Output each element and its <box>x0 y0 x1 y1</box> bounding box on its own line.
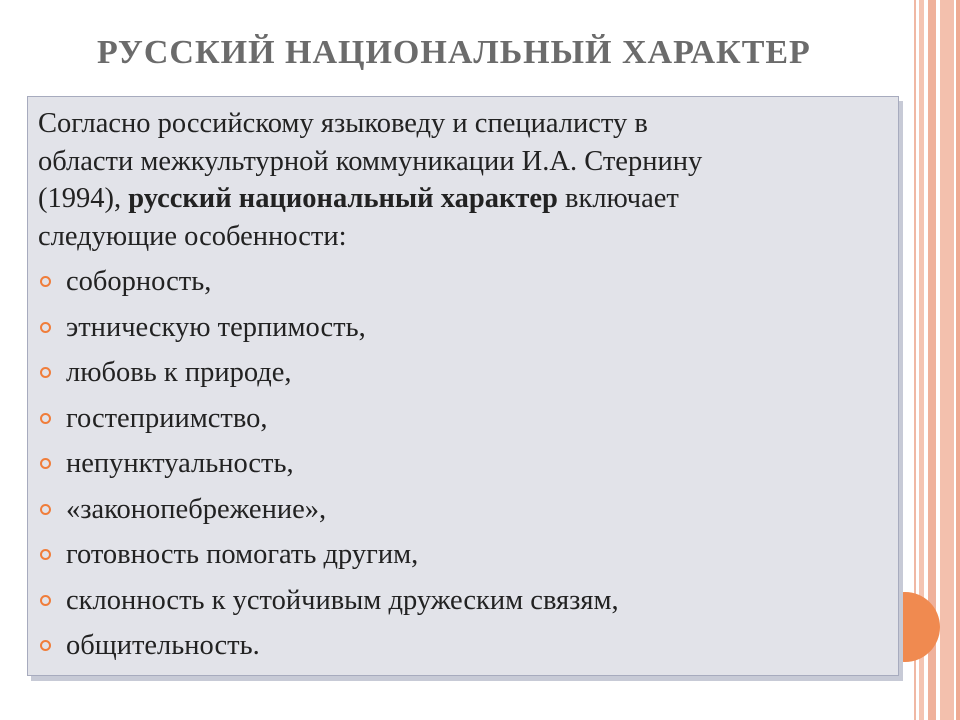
bullet-icon <box>40 549 51 560</box>
list-item <box>38 578 888 624</box>
list-item-text: гостеприимство, <box>66 402 268 434</box>
intro-line-2: области межкультурной коммуникации И.А. Стернину <box>38 145 703 177</box>
list-item <box>38 305 888 351</box>
list-item-text: соборность, <box>66 266 212 297</box>
bullet-icon <box>40 276 51 287</box>
list-item-text: склонность к устойчивым дружеским связям, <box>66 584 619 616</box>
list-item-text: этническую терпимость, <box>66 311 366 343</box>
content-box <box>27 96 899 676</box>
list-item-text: «законопебрежение», <box>66 493 327 525</box>
bullet-icon <box>40 640 51 651</box>
list-item-text: непунктуальность, <box>66 448 294 479</box>
bullet-icon <box>40 504 51 515</box>
intro-line-3-end: включает <box>557 183 679 214</box>
list-item <box>38 623 888 669</box>
bullet-icon <box>40 458 51 469</box>
list-item <box>38 532 888 578</box>
intro-line-4: следующие особенности: <box>38 220 347 252</box>
list-item <box>38 350 888 396</box>
bullet-icon <box>40 595 51 606</box>
intro-line-3-start: (1994), <box>38 183 129 214</box>
list-item-text: готовность помогать другим, <box>66 539 419 570</box>
bullet-icon <box>40 322 51 333</box>
decorative-stripe <box>940 0 954 720</box>
intro-line-1: Согласно российскому языковеду и специалисту в <box>38 108 648 139</box>
list-item <box>38 396 888 442</box>
list-item <box>38 441 888 487</box>
bullet-icon <box>40 413 51 424</box>
intro-emphasis: русский национальный характер <box>128 183 558 214</box>
slide-title: РУССКИЙ НАЦИОНАЛЬНЫЙ ХАРАКТЕР <box>97 34 811 71</box>
list-item <box>38 487 888 533</box>
list-item <box>38 259 888 305</box>
bullet-icon <box>40 367 51 378</box>
list-item-text: общительность. <box>66 630 260 661</box>
intro-paragraph <box>38 105 888 255</box>
features-list <box>38 259 888 669</box>
list-item-text: любовь к природе, <box>66 357 292 388</box>
decorative-stripe <box>956 0 960 720</box>
